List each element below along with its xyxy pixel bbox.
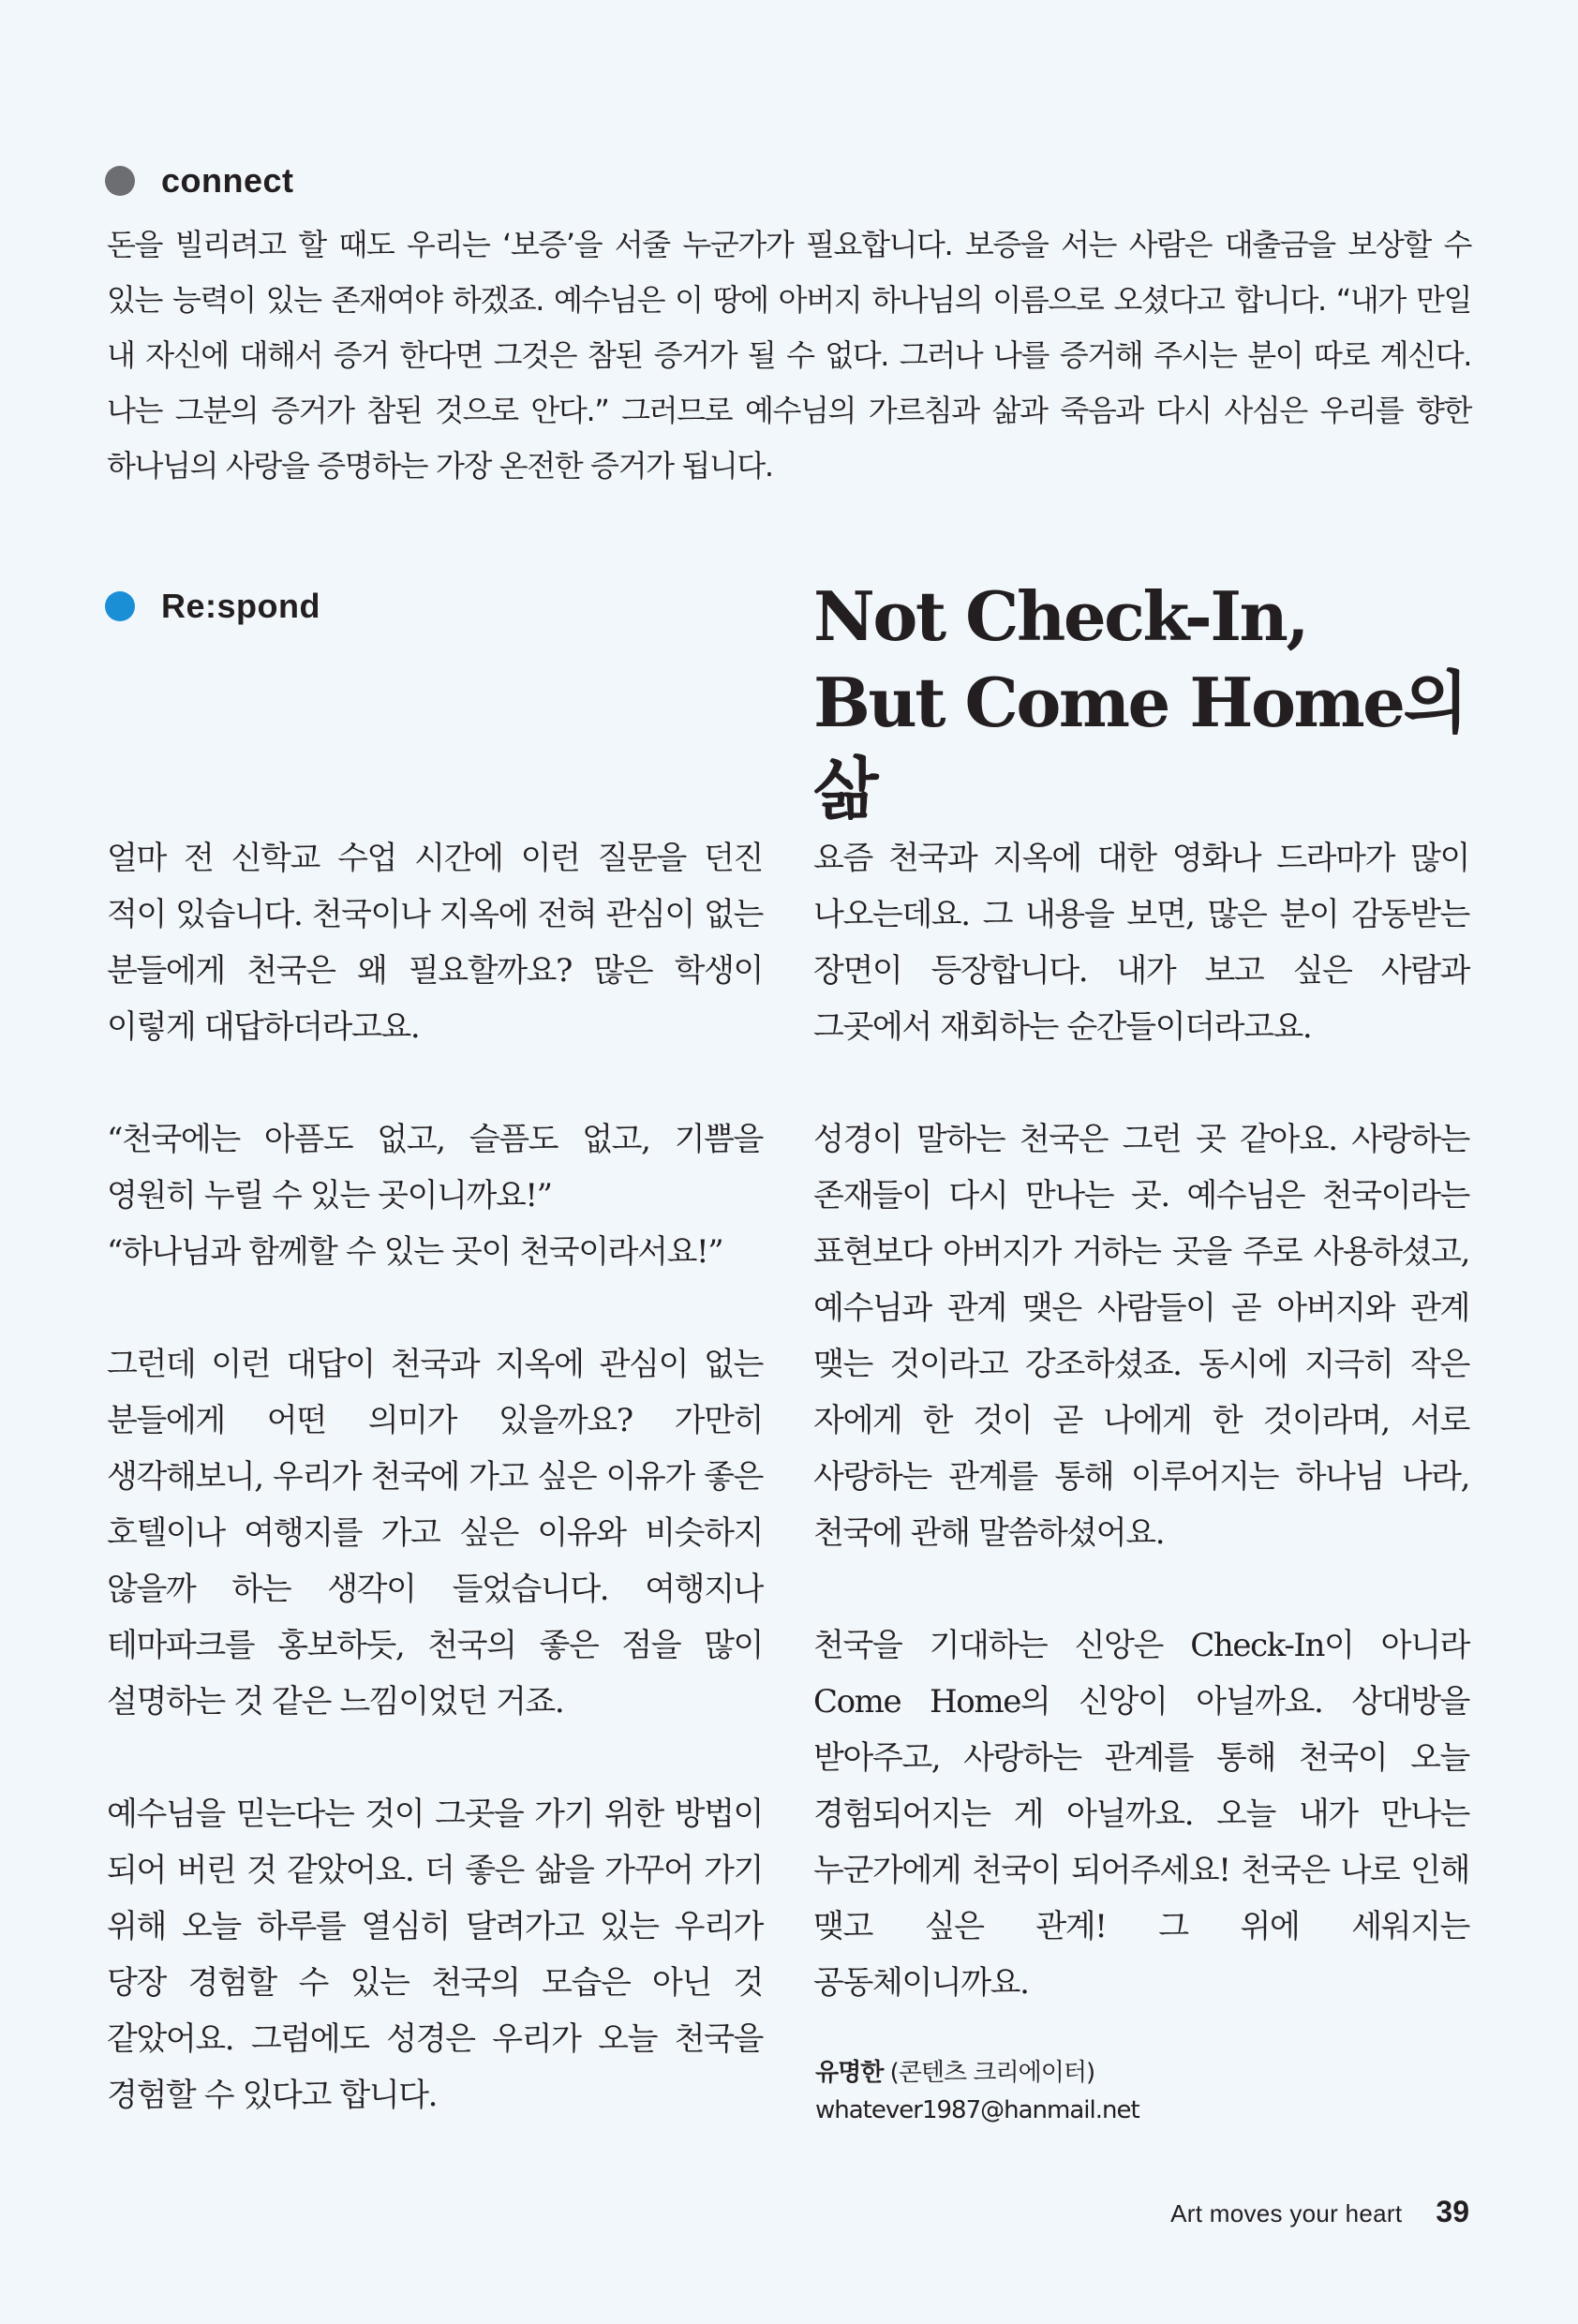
article-title-line1: Not Check-In, xyxy=(813,576,1307,656)
page-number: 39 xyxy=(1436,2195,1469,2228)
author-name: 유명한 xyxy=(815,2059,884,2087)
body-paragraph: 천국을 기대하는 신앙은 Check-In이 아니라 Come Home의 신앙이 아닐까요. 상대방을 받아주고, 사랑하는 관계를 통해 천국이 오늘 경험되어지는 게 아닐까요. 오늘 내가 만나는 누군가에게 천국이 되어주세요! 천국은 나로 인해 맺고 싶은 관계! 그 위에 세워지는 공동체이니까요. xyxy=(813,1627,1469,2002)
connect-label: connect xyxy=(161,161,294,200)
body-paragraph: 얼마 전 신학교 수업 시간에 이런 질문을 던진 적이 있습니다. 천국이나 지옥에 전혀 관심이 없는 분들에게 천국은 왜 필요할까요? 많은 학생이 이렇게 대답하더라고요. xyxy=(107,840,763,1046)
connect-paragraph: 돈을 빌리려고 할 때도 우리는 ‘보증’을 서줄 누군가가 필요합니다. 보증을 서는 사람은 대출금을 보상할 수 있는 능력이 있는 존재여야 하겠죠. 예수님은 이 땅에 아버지 하나님의 이름으로 오셨다고 합니다. “내가 만일 내 자신에 대해서 증거 한다면 그것은 참된 증거가 될 수 없다. 그러나 나를 증거해 주시는 분이 따로 계신다. 나는 그분의 증거가 참된 것으로 안다.” 그러므로 예수님의 가르침과 삶과 죽음과 다시 사심은 우리를 향한 하나님의 사랑을 증명하는 가장 온전한 증거가 됩니다. xyxy=(107,227,1471,484)
page-footer xyxy=(1170,2195,1469,2229)
body-paragraph: 그런데 이런 대답이 천국과 지옥에 관심이 없는 분들에게 어떤 의미가 있을까요? 가만히 생각해보니, 우리가 천국에 가고 싶은 이유가 좋은 호텔이나 여행지를 가고 싶은 이유와 비슷하지 않을까 하는 생각이 들었습니다. 여행지나 테마파크를 홍보하듯, 천국의 좋은 점을 많이 설명하는 것 같은 느낌이었던 거죠. xyxy=(107,1346,763,1721)
author-credit xyxy=(815,2054,1139,2129)
respond-section-header xyxy=(105,587,320,626)
author-email: whatever1987@hanmail.net xyxy=(815,2096,1139,2124)
respond-circle-bullet-icon xyxy=(105,591,135,621)
article-title xyxy=(813,574,1488,832)
body-paragraph: 성경이 말하는 천국은 그런 곳 같아요. 사랑하는 존재들이 다시 만나는 곳. 예수님은 천국이라는 표현보다 아버지가 거하는 곳을 주로 사용하셨고, 예수님과 관계 맺은 사람들이 곧 아버지와 관계 맺는 것이라고 강조하셨죠. 동시에 지극히 작은 자에게 한 것이 곧 나에게 한 것이라며, 서로 사랑하는 관계를 통해 이루어지는 하나님 나라, 천국에 관해 말씀하셨어요. xyxy=(813,1121,1469,1552)
connect-section-header xyxy=(105,161,294,201)
footer-tagline: Art moves your heart xyxy=(1170,2199,1403,2227)
body-paragraph: 예수님을 믿는다는 것이 그곳을 가기 위한 방법이 되어 버린 것 같았어요. 더 좋은 삶을 가꾸어 가기 위해 오늘 하루를 열심히 달려가고 있는 우리가 당장 경험할 수 있는 천국의 모습은 아닌 것 같았어요. 그럼에도 성경은 우리가 오늘 천국을 경험할 수 있다고 합니다. xyxy=(107,1795,763,2114)
body-quote-paragraph: “천국에는 아픔도 없고, 슬픔도 없고, 기쁨을 영원히 누릴 수 있는 곳이니까요!” “하나님과 함께할 수 있는 곳이 천국이라서요!” xyxy=(107,1121,763,1271)
connect-circle-bullet-icon xyxy=(105,166,135,196)
respond-label: Re:spond xyxy=(161,587,320,625)
body-paragraph: 요즘 천국과 지옥에 대한 영화나 드라마가 많이 나오는데요. 그 내용을 보면, 많은 분이 감동받는 장면이 등장합니다. 내가 보고 싶은 사람과 그곳에서 재회하는 순간들이더라고요. xyxy=(813,840,1469,1046)
body-column-right xyxy=(813,830,1469,2011)
author-role: (콘텐츠 크리에이터) xyxy=(889,2059,1095,2087)
body-column-left xyxy=(107,830,763,2123)
article-title-line2: But Come Home의 삶 xyxy=(813,663,1466,828)
